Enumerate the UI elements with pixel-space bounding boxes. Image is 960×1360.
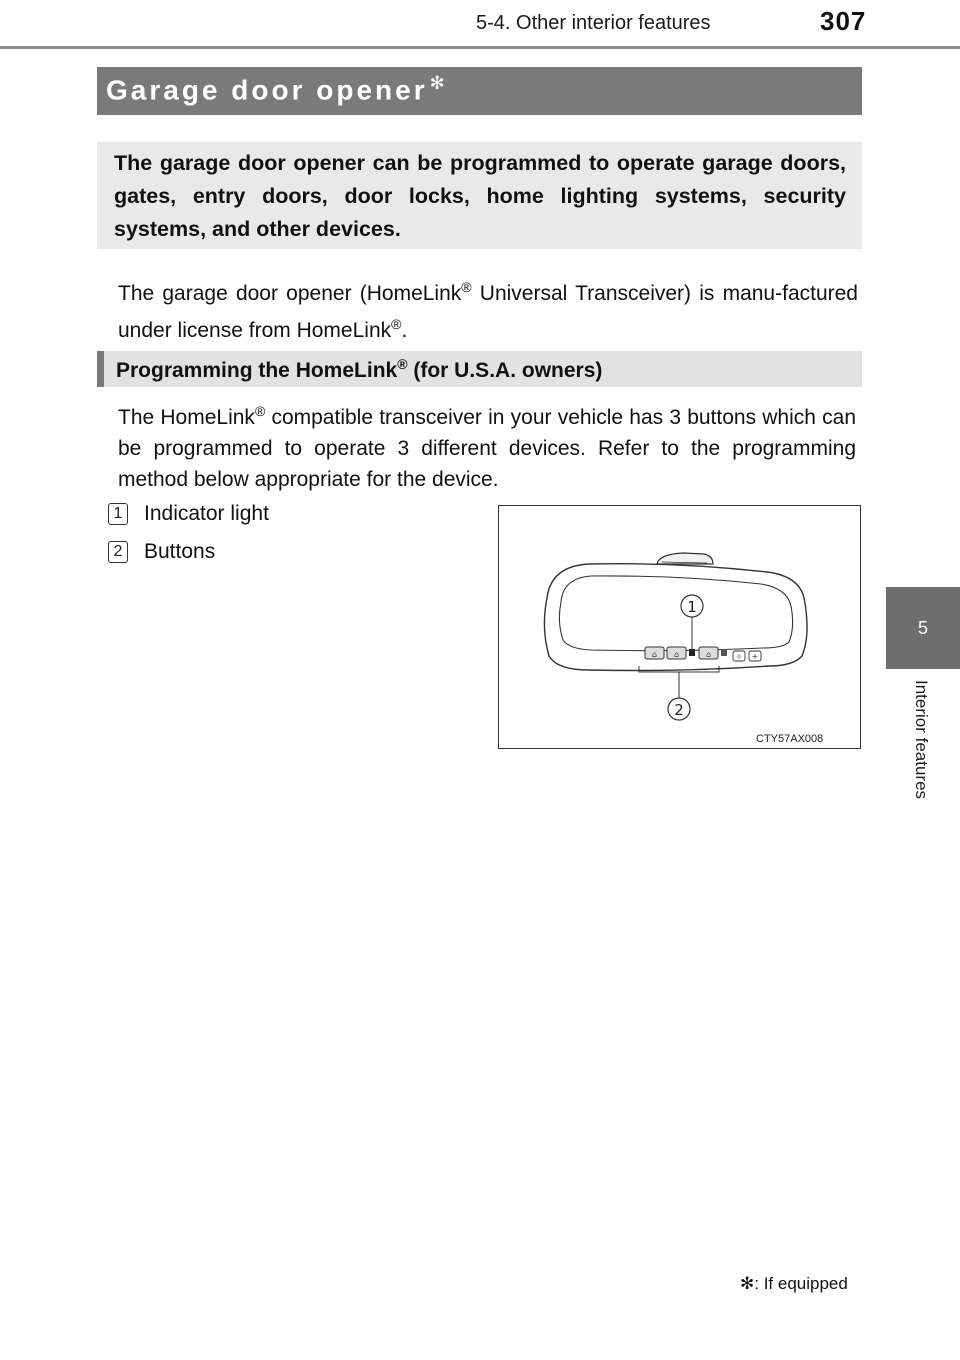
chapter-label: Interior features — [912, 680, 931, 800]
text-run: (for U.S.A. owners) — [407, 359, 603, 382]
subheading — [116, 356, 602, 383]
heading-text: Garage door opener — [106, 74, 428, 106]
header-rule — [0, 46, 960, 49]
registered-mark: ® — [254, 403, 266, 419]
rearview-mirror-icon — [499, 506, 860, 748]
callout-number-1: 1 — [108, 503, 128, 525]
text-run: Programming the HomeLink — [116, 359, 398, 382]
registered-mark: ® — [461, 279, 472, 295]
if-equipped-marker: ✻ — [429, 73, 448, 93]
chapter-tab: 5 — [886, 587, 960, 669]
text-run: The garage door opener (HomeLink — [118, 282, 462, 305]
figure-callout-2: 2 — [674, 701, 684, 719]
callout-label-buttons: Buttons — [144, 540, 216, 563]
svg-text:+: + — [751, 652, 759, 661]
text-run: The HomeLink — [118, 406, 255, 429]
registered-mark: ® — [397, 356, 408, 372]
mirror-illustration — [498, 505, 861, 749]
figure-callout-1: 1 — [687, 598, 697, 616]
intro-text: The garage door opener can be programmed to operate garage doors, gates, entry doors, door locks, home lighting systems, security systems, and other devices. — [114, 151, 846, 241]
paragraph-license — [118, 272, 858, 346]
svg-text:⌂: ⌂ — [705, 650, 712, 659]
text-run: Universal Transceiver) is manu-factured under license from HomeLink — [118, 282, 858, 342]
text-run: . — [401, 319, 408, 342]
callout-label-indicator-light: Indicator light — [144, 502, 269, 525]
figure-code: CTY57AX008 — [756, 733, 824, 745]
paragraph-buttons — [118, 396, 856, 495]
registered-mark: ® — [391, 316, 402, 332]
page-heading — [106, 73, 448, 106]
footnote — [740, 1274, 848, 1294]
footnote-text: : If equipped — [754, 1274, 848, 1293]
footnote-marker: ✻ — [740, 1274, 755, 1293]
text-run: compatible transceiver in your vehicle has 3 buttons which can be programmed to operate 3 different devices. Refer to the programming method below appropriate for the device. — [118, 406, 857, 491]
page-number: 307 — [820, 6, 867, 36]
svg-text:⌂: ⌂ — [651, 650, 658, 659]
subheading-accent — [97, 351, 104, 387]
callout-number-2: 2 — [108, 541, 128, 563]
svg-text:☼: ☼ — [735, 653, 743, 661]
svg-text:⌂: ⌂ — [673, 650, 680, 659]
section-title: 5-4. Other interior features — [476, 12, 711, 34]
